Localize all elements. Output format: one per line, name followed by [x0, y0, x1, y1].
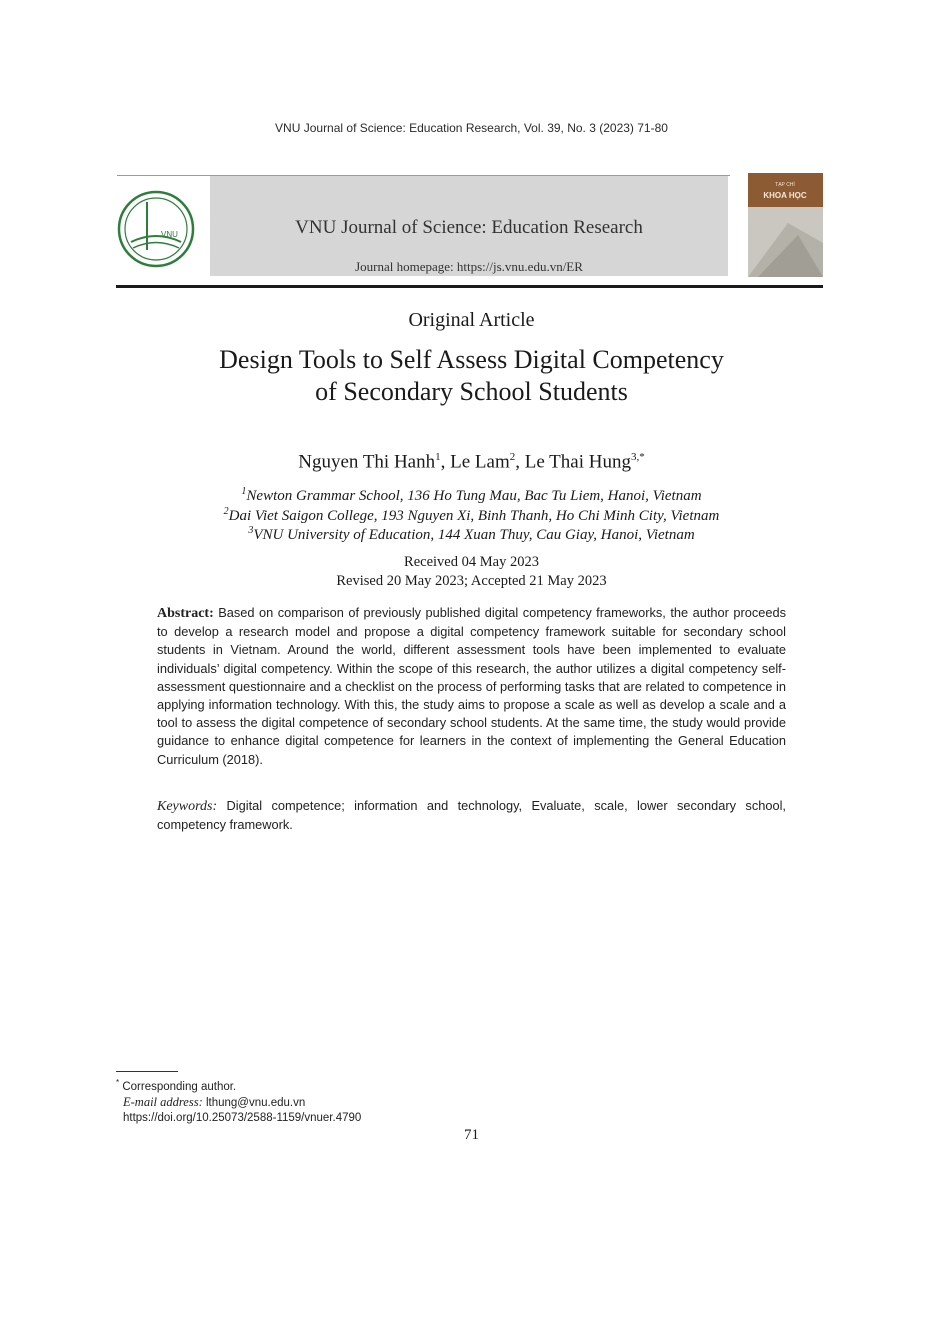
abstract [157, 604, 786, 769]
vnu-logo [117, 190, 195, 268]
article-title [0, 344, 943, 408]
author-sup: 1 [435, 451, 441, 463]
journal-cover-image [748, 173, 823, 277]
keywords-label: Keywords: [157, 799, 218, 814]
footnote-rule [116, 1071, 178, 1072]
revised-accepted-date: Revised 20 May 2023; Accepted 21 May 2023 [336, 573, 607, 589]
abstract-label: Abstract: [157, 606, 214, 621]
logo-text: VNU [161, 230, 178, 239]
affiliation: $^3$VNU University of Education, 144 Xuan Thuy, Cau Giay, Hanoi, Vietnam [248, 525, 695, 543]
affiliation: $^1$Newton Grammar School, 136 Ho Tung Mau, Bac Tu Liem, Hanoi, Vietnam [241, 486, 702, 504]
page-number: 71 [464, 1127, 479, 1143]
cover-line1: TẠP CHÍ [775, 182, 795, 188]
received-date: Received 04 May 2023 [404, 554, 539, 570]
header-rule [116, 285, 823, 288]
journal-name: VNU Journal of Science: Education Research [295, 217, 643, 238]
author-sup: 2 [509, 451, 516, 463]
keywords-text: Digital competence; information and technology, Evaluate, scale, lower secondary school, competency framework. [157, 798, 786, 833]
running-head: VNU Journal of Science: Education Research, Vol. 39, No. 3 (2023) 71-80 [275, 121, 668, 135]
author-name: Le Lam [450, 451, 510, 473]
title-line-1: Design Tools to Self Assess Digital Competency [219, 345, 724, 374]
keywords [157, 797, 786, 834]
article-type: Original Article [408, 309, 535, 331]
footnote-email: E-mail address: lthung@vnu.edu.vn [123, 1095, 306, 1109]
author-sup: 3,* [630, 451, 645, 463]
author-name: Nguyen Thi Hanh [298, 451, 436, 473]
footnote-corresponding: * Corresponding author. [116, 1078, 237, 1093]
author-name: Le Thai Hung [524, 451, 631, 473]
title-line-2: of Secondary School Students [315, 377, 628, 406]
journal-homepage[interactable]: Journal homepage: https://js.vnu.edu.vn/ER [355, 259, 583, 274]
author-list: Nguyen Thi Hanh$^1$, Le Lam$^2$, Le Thai Hung$^{3,*}$ [298, 451, 645, 473]
email-link[interactable]: lthung@vnu.edu.vn [205, 1097, 306, 1109]
abstract-text: Based on comparison of previously published digital competency frameworks, the author proceeds to develop a research model and propose a digital competency framework suitable for secondary school students in Vietnam. Around the world, different assessment tools have been implemented to evaluate individuals’ digital competency. Within the scope of this research, the author utilizes a digital competency self-assessment questionnaire and a checklist on the process of performing tasks that are related to competence in applying information technology. With this, the study aims to propose a scale as well as develop a scale and a tool to assess the digital competence of secondary school students. At the same time, the study would provide guidance to enhance digital competence for learners in the context of implementing the General Education Curriculum (2018). [157, 605, 786, 767]
doi-link[interactable]: https://doi.org/10.25073/2588-1159/vnuer.4790 [123, 1112, 362, 1124]
cover-line2: KHOA HỌC [763, 191, 807, 200]
affiliation: $^2$Dai Viet Saigon College, 193 Nguyen Xi, Binh Thanh, Ho Chi Minh City, Vietnam [223, 506, 720, 524]
